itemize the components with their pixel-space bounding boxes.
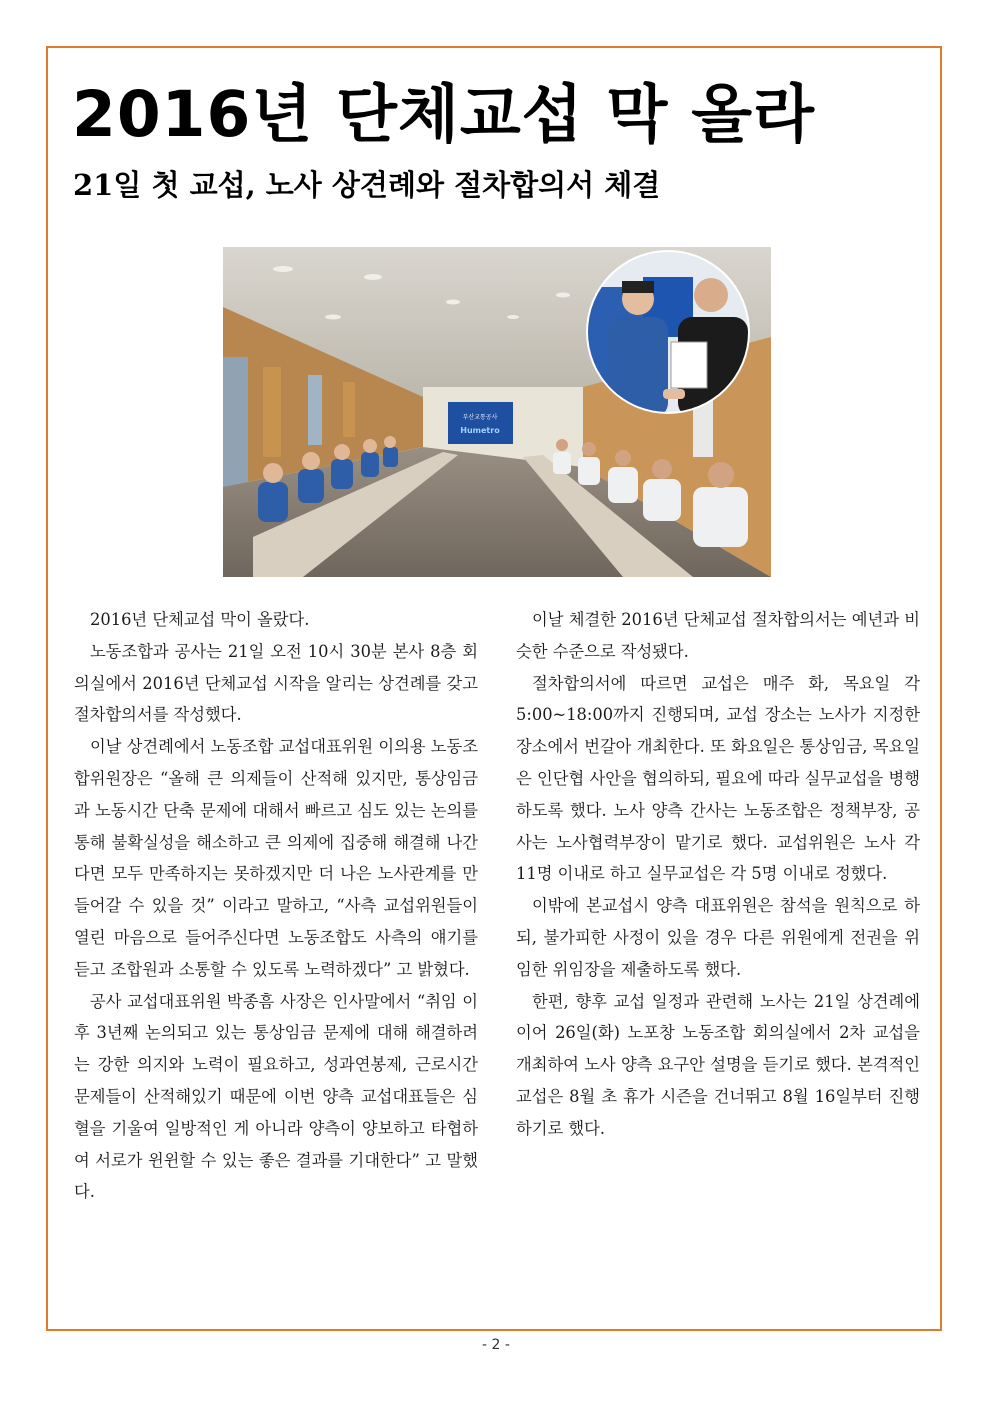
article-title: 2016년 단체교섭 막 올라: [72, 78, 816, 151]
article-column-right: [516, 604, 920, 1145]
article-paragraph: 한편, 향후 교섭 일정과 관련해 노사는 21일 상견례에 이어 26일(화) 노포창 노동조합 회의실에서 2차 교섭을 개최하여 노사 양측 요구안 설명을 듣기로 했다. 본격적인 교섭은 8월 초 휴가 시즌을 건너뛰고 8월 16일부터 진행하기로 했다.: [516, 991, 920, 1138]
meeting-photo: [223, 247, 771, 577]
article-column-left: [74, 604, 478, 1208]
article-paragraph: 공사 교섭대표위원 박종흠 사장은 인사말에서 “취임 이후 3년째 논의되고 있는 통상임금 문제에 대해 해결하려는 강한 의지와 노력이 필요하고, 성과연봉제, 근로시간 문제들이 산적해있기 때문에 이번 양측 교섭대표들은 심혈을 기울여 일방적인 게 아니라 양측이 양보하고 타협하여 서로가 윈윈할 수 있는 좋은 결과를 기대한다” 고 말했다.: [74, 991, 478, 1202]
article-paragraph: 노동조합과 공사는 21일 오전 10시 30분 본사 8층 회의실에서 2016년 단체교섭 시작을 알리는 상견례를 갖고 절차합의서를 작성했다.: [74, 641, 478, 725]
article-paragraph: 이날 체결한 2016년 단체교섭 절차합의서는 예년과 비슷한 수준으로 작성됐다.: [516, 610, 920, 661]
page-number: - 2 -: [482, 1337, 510, 1353]
sign-text: 부산교통공사: [462, 414, 498, 421]
article-paragraph: 절차합의서에 따르면 교섭은 매주 화, 목요일 각5:00~18:00까지 진행되며, 교섭 장소는 노사가 지정한 장소에서 번갈아 개최한다. 또 화요일은 통상임금, 목요일은 인단협 사안을 협의하되, 필요에 따라 실무교섭을 병행하도록 했다. 노사 양측 간사는 노동조합은 정책부장, 공사는 노사협력부장이 맡기로 했다. 교섭위원은 노사 각 11명 이내로 하고 실무교섭은 각 5명 이내로 정했다.: [516, 673, 920, 884]
article-paragraph: 이밖에 본교섭시 양측 대표위원은 참석을 원칙으로 하되, 불가피한 사정이 있을 경우 다른 위원에게 전권을 위임한 위임장을 제출하도록 했다.: [516, 896, 920, 979]
article-subtitle: 21일 첫 교섭, 노사 상견례와 절차합의서 체결: [73, 168, 661, 202]
article-paragraph: 이날 상견례에서 노동조합 교섭대표위원 이의용 노동조합위원장은 “올해 큰 의제들이 산적해 있지만, 통상임금과 노동시간 단축 문제에 대해서 빠르고 심도 있는 논의를 통해 불확실성을 해소하고 큰 의제에 집중해 해결해 나간다면 모두 만족하지는 못하겠지만 더 나은 노사관계를 만들어갈 수 있을 것” 이라고 말하고, “사측 교섭위원들이 열린 마음으로 들어주신다면 노동조합도 사측의 얘기를 듣고 조합원과 소통할 수 있도록 노력하겠다” 고 밝혔다.: [74, 737, 478, 979]
article-paragraph: 2016년 단체교섭 막이 올랐다.: [90, 610, 310, 629]
sign-brand: Humetro: [460, 426, 500, 435]
